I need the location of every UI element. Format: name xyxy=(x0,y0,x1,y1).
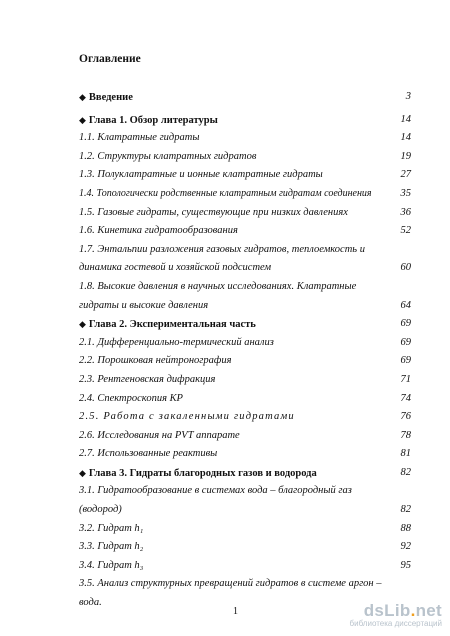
toc-entry[interactable]: 3.4. Гидрат h₃ 95 xyxy=(79,557,411,576)
toc-entry[interactable]: ◆ Глава 1. Обзор литературы 14 xyxy=(79,111,411,130)
table-of-contents xyxy=(79,88,411,613)
toc-entry[interactable]: 2.3. Рентгеновская дифракция 71 xyxy=(79,371,411,390)
toc-page-number: 27 xyxy=(400,169,411,181)
toc-entry[interactable]: 1.4. Топологически родственные клатратным гидратам соединения 35 xyxy=(79,185,411,204)
toc-page-number: 78 xyxy=(400,429,411,441)
toc-page-number: 69 xyxy=(400,318,411,330)
toc-page-number: 74 xyxy=(400,392,411,404)
toc-entry[interactable]: 3.3. Гидрат h₂ 92 xyxy=(79,538,411,557)
toc-entry[interactable]: ◆ Глава 2. Экспериментальная часть 69 xyxy=(79,315,411,334)
toc-entry[interactable]: 3.5. Анализ структурных превращений гидратов в системе аргон – вода. xyxy=(79,578,382,609)
toc-entry[interactable]: ◆ Введение 3 xyxy=(79,88,411,107)
toc-page-number: 76 xyxy=(400,411,411,423)
toc-page-number: 69 xyxy=(400,336,411,348)
toc-entry[interactable]: 3.2. Гидрат h₁ 88 xyxy=(79,520,411,539)
toc-entry[interactable]: 1.2. Структуры клатратных гидратов 19 xyxy=(79,148,411,167)
toc-page-number: 71 xyxy=(400,373,411,385)
dslib-watermark xyxy=(330,601,442,628)
watermark-subtitle: библиотека диссертаций xyxy=(349,619,442,628)
toc-entry[interactable]: 2.1. Дифференциально-термический анализ 69 xyxy=(79,334,411,353)
toc-page-number: 60 xyxy=(400,262,411,274)
toc-page-number: 52 xyxy=(400,225,411,237)
toc-entry[interactable]: 1.6. Кинетика гидратообразования 52 xyxy=(79,222,411,241)
toc-page-number: 81 xyxy=(400,448,411,460)
toc-entry[interactable]: 1.7. Энтальпии разложения газовых гидратов, теплоемкость и динамика гостевой и хозяйской подсистем 60 xyxy=(79,241,411,278)
toc-entry[interactable]: 1.3. Полуклатратные и ионные клатратные гидраты 27 xyxy=(79,166,411,185)
toc-page-number: 64 xyxy=(400,299,411,311)
toc-page-number: 82 xyxy=(400,466,411,478)
toc-page-number: 69 xyxy=(400,355,411,367)
toc-page-number: 14 xyxy=(400,132,411,144)
toc-page-number: 3 xyxy=(405,91,411,102)
toc-entry[interactable]: ◆ Глава 3. Гидраты благородных газов и водорода 82 xyxy=(79,464,411,483)
toc-page-number: 88 xyxy=(400,522,411,534)
diamond-bullet-icon: ◆ xyxy=(79,467,86,478)
dslib-logo: dsLib.net xyxy=(363,601,442,620)
toc-page-number: 19 xyxy=(400,150,411,162)
toc-entry[interactable]: 2.2. Порошковая нейтронография 69 xyxy=(79,352,411,371)
toc-entry[interactable]: 2.4. Спектроскопия КР 74 xyxy=(79,390,411,409)
toc-page-number: 82 xyxy=(400,504,411,516)
toc-entry[interactable]: 2.7. Использованные реактивы 81 xyxy=(79,445,411,464)
toc-entry[interactable]: 1.8. Высокие давления в научных исследованиях. Клатратные гидраты и высокие давления 64 xyxy=(79,278,411,315)
toc-page-number: 95 xyxy=(400,559,411,571)
toc-page-number: 36 xyxy=(400,206,411,218)
diamond-bullet-icon: ◆ xyxy=(79,114,86,125)
page-title: Оглавление xyxy=(79,53,141,65)
toc-entry[interactable]: 2.5. Работа с закаленными гидратами 76 xyxy=(79,408,411,427)
diamond-bullet-icon: ◆ xyxy=(79,92,86,102)
toc-entry[interactable]: 3.1. Гидратообразование в системах вода – благородный газ (водород) 82 xyxy=(79,482,411,519)
diamond-bullet-icon: ◆ xyxy=(79,319,86,330)
toc-entry[interactable]: 2.6. Исследования на PVT аппарате 78 xyxy=(79,427,411,446)
toc-page-number: 14 xyxy=(400,113,411,125)
toc-page-number: 35 xyxy=(400,187,411,199)
page-number: 1 xyxy=(233,606,238,617)
toc-entry[interactable]: 1.5. Газовые гидраты, существующие при низких давлениях 36 xyxy=(79,204,411,223)
toc-page-number: 92 xyxy=(400,541,411,553)
toc-entry[interactable]: 1.1. Клатратные гидраты 14 xyxy=(79,129,411,148)
